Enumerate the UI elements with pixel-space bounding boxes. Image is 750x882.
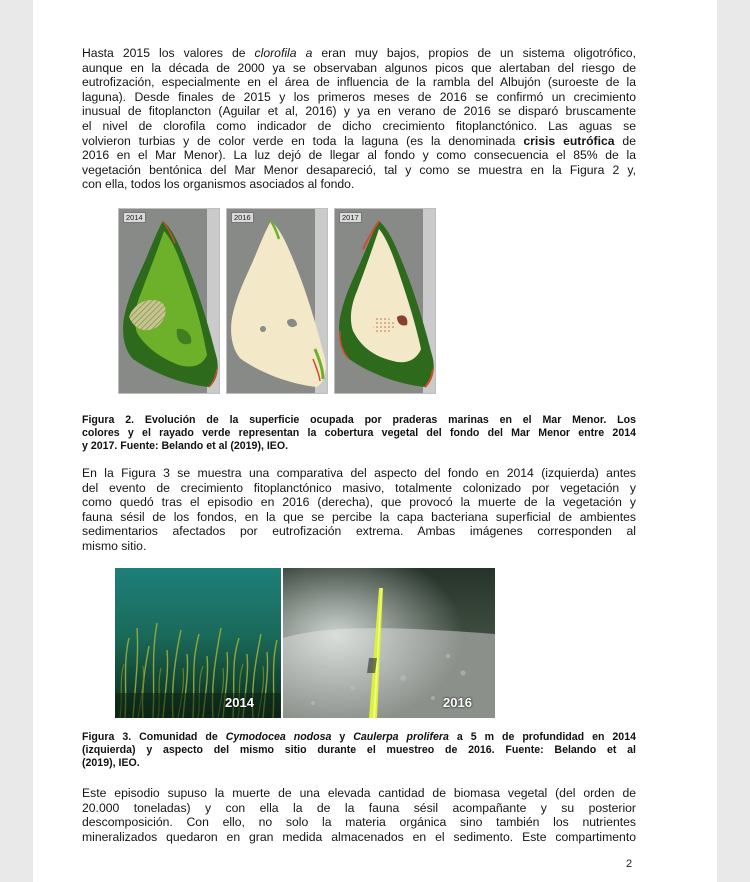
text-line: eutrofización, especialmente en el área de influencia de la rambla del Albujón (suroeste de la [82,75,636,90]
text-line: 2016 en el Mar Menor). La luz dejó de llegar al fondo y como consecuencia el 85% de la [82,148,636,163]
text-line: sedimentarios afectados por eutrofización extrema. Ambas imágenes corresponden al [82,524,636,539]
text-line: 20.000 toneladas) y con ella la de la fauna sésil acompañante y su posterior [82,800,636,815]
text-line: En la Figura 3 se muestra una comparativa del aspecto del fondo en 2014 (izquierda) antes [82,466,636,480]
text-line: volvieron turbias y de color verde en toda la laguna (es la denominada crisis eutrófica de [82,133,636,148]
caption-line: y 2017. Fuente: Belando et al (2019), IEO. [82,440,289,452]
figure-2-caption [82,414,636,453]
map-2014 [118,208,220,394]
text-line: inusual de fitoplancton (Aguilar et al, 2016) y ya en verano de 2016 se disparó bruscamente [82,104,636,119]
caption-line: Figura 3. Comunidad de Cymodocea nodosa y Caulerpa prolifera a 5 m de profundidad en 2014 [82,731,636,743]
text-line: Hasta 2015 los valores de clorofila a eran muy bajos, propios de un sistema oligotrófico, [82,46,636,60]
map-2016 [226,208,328,394]
paragraph-figure-3-intro [82,466,636,554]
photo-2014-seagrass [115,568,281,718]
text-line: del evento de crecimiento fitoplanctónico masivo, totalmente colonizado por vegetación y [82,480,636,495]
map-year-label: 2014 [123,212,146,223]
lagoon-map-2017 [335,209,436,394]
text-line: mismo sitio. [82,538,147,553]
text-line: Este episodio supuso la muerte de una elevada cantidad de biomasa vegetal (del orden de [82,786,636,800]
caption-line: (izquierda) y aspecto del mismo sitio durante el muestreo de 2016. Fuente: Belando et al [82,744,636,756]
caption-line: Figura 2. Evolución de la superficie ocupada por praderas marinas en el Mar Menor. Los [82,414,636,426]
photo-year-label: 2014 [225,695,254,710]
figure-2-maps [118,208,438,394]
text-line: descomposición. Con ello, no solo la materia orgánica sino también los nutrientes [82,815,636,830]
map-2017 [334,208,436,394]
text-line: fauna sésil de los fondos, en la que se percibe la capa bacteriana superficial de ambientes [82,509,636,524]
crisis-term: crisis eutrófica [523,133,615,148]
map-year-label: 2016 [231,212,254,223]
text-line: con ella, todos los organismos asociados al fondo. [82,177,355,192]
text-line: laguna). Desde finales de 2015 y los primeros meses de 2016 se confirmó un crecimiento [82,89,636,104]
text-line: el nivel de clorofila como indicador de dicho crecimiento fitoplanctónico. Las aguas se [82,118,636,133]
caption-line: colores y el rayado verde representan la cobertura vegetal del fondo del Mar Menor entre 2014 [82,427,636,439]
paragraph-chlorophyll [82,46,636,192]
seagrass-photo [115,568,281,718]
text-line: mineralizados quedaron en gran medida almacenados en el sedimento. Este compartimento [82,829,636,844]
page-number: 2 [626,858,633,870]
text-line: vegetación bentónica del Mar Menor desapareció, tal y como se muestra en la Figura 2 y, [82,162,636,177]
figure-3-caption [82,731,636,770]
lagoon-map-2016 [227,209,328,394]
lagoon-map-2014 [119,209,220,394]
text-line: aunque en la década de 2000 ya se observaban algunos picos que alertaban del riesgo de [82,60,636,75]
map-year-label: 2017 [339,212,362,223]
figure-3-photos [115,568,495,718]
photo-year-label: 2016 [443,695,472,710]
paragraph-biomass [82,786,636,844]
text-line: como quedó tras el episodio en 2016 (derecha), que provocó la muerte de la vegetación y [82,495,636,510]
caption-line: (2019), IEO. [82,757,140,769]
photo-2016-bacterial-mat [283,568,495,718]
